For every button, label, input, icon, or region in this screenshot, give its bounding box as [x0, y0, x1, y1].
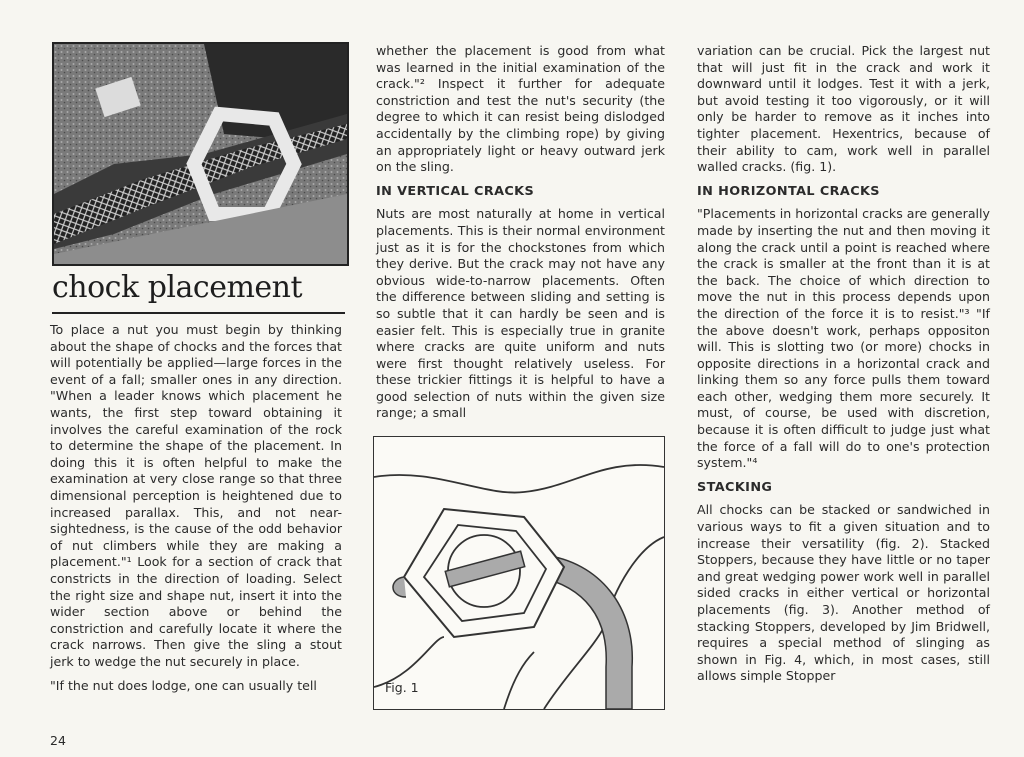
paragraph: "Placements in horizontal cracks are generally made by inserting the nut and then moving it along the crack until a point is reached where the crack is smaller at the front than it is at the back. The choice of which direction to move the nut in this process depends upon the direction of the force it is to resist."³ "If the above doesn't work, perhaps oppositon will. This is slotting two (or more) chocks in opposite directions in a horizontal crack and linking them so any force pulls them toward each other, wedging them more securely. It must, of course, be used with discretion, because it is often difficult to judge just what the force of a fall will do to one's protection system."⁴ — [697, 206, 990, 471]
title-rule — [52, 312, 345, 314]
figure-label: Fig. 1 — [385, 680, 419, 695]
chock-photo — [52, 42, 349, 266]
page-number: 24 — [50, 733, 66, 748]
column-2 — [376, 43, 665, 430]
column-3 — [697, 43, 990, 693]
paragraph: variation can be crucial. Pick the largest nut that will just fit in the crack and work it downward until it lodges. Test it with a jerk, but avoid testing it too vigorously, or it will only be harder to remove as it inches into tighter placement. Hexentrics, because of their ability to cam, work well in parallel walled cracks. (fig. 1). — [697, 43, 990, 175]
hex-nut-diagram — [374, 437, 664, 709]
hex-nut-photo-illustration — [54, 44, 347, 264]
section-heading: IN VERTICAL CRACKS — [376, 183, 535, 199]
figure-1 — [373, 436, 665, 710]
paragraph: To place a nut you must begin by thinking about the shape of chocks and the forces that will potentially be applied—large forces in the event of a fall; smaller ones in any direction. "When a leader knows which placement he wants, the first step toward obtaining it involves the careful examination of the rock to determine the shape of the placement. In doing this it is often helpful to make the examination at very close range so that three dimensional perception is heightened due to increased parallax. This, and not near-sightedness, is the cause of the odd behavior of nut climbers while they are making a placement."¹ Look for a section of crack that constricts in the direction of loading. Select the right size and shape nut, insert it into the wider section above or behind the constriction and carefully locate it where the crack narrows. Then give the sling a stout jerk to wedge the nut securely in place. — [50, 322, 342, 669]
section-heading: IN HORIZONTAL CRACKS — [697, 183, 880, 199]
column-1 — [50, 322, 342, 703]
paragraph: All chocks can be stacked or sandwiched in various ways to fit a given situation and to increase their versatility (fig. 2). Stacked Stoppers, because they have little or no taper and great wedging power work well in parallel sided cracks in either vertical or horizontal placements (fig. 3). Another method of stacking Stoppers, developed by Jim Bridwell, requires a special method of slinging as shown in Fig. 4, which, in most cases, still allows simple Stopper — [697, 502, 990, 684]
page-title: chock placement — [52, 270, 303, 305]
paragraph: Nuts are most naturally at home in vertical placements. This is their normal environment just as it is for the chockstones from which they derive. But the crack may not have any obvious wide-to-narrow placements. Often the difference between sliding and setting is so subtle that it can hardly be seen and is easier felt. This is especially true in granite where cracks are quite uniform and nuts were first thought relatively useless. For these trickier fittings it is helpful to have a good selection of nuts within the given size range; a small — [376, 206, 665, 421]
paragraph: "If the nut does lodge, one can usually tell — [50, 678, 317, 694]
paragraph: whether the placement is good from what was learned in the initial examination of the crack."² Inspect it further for adequate constriction and test the nut's security (the degree to which it can resist being dislodged accidentally by the climbing rope) by giving an appropriately light or heavy outward jerk on the sling. — [376, 43, 665, 175]
section-heading: STACKING — [697, 479, 773, 495]
